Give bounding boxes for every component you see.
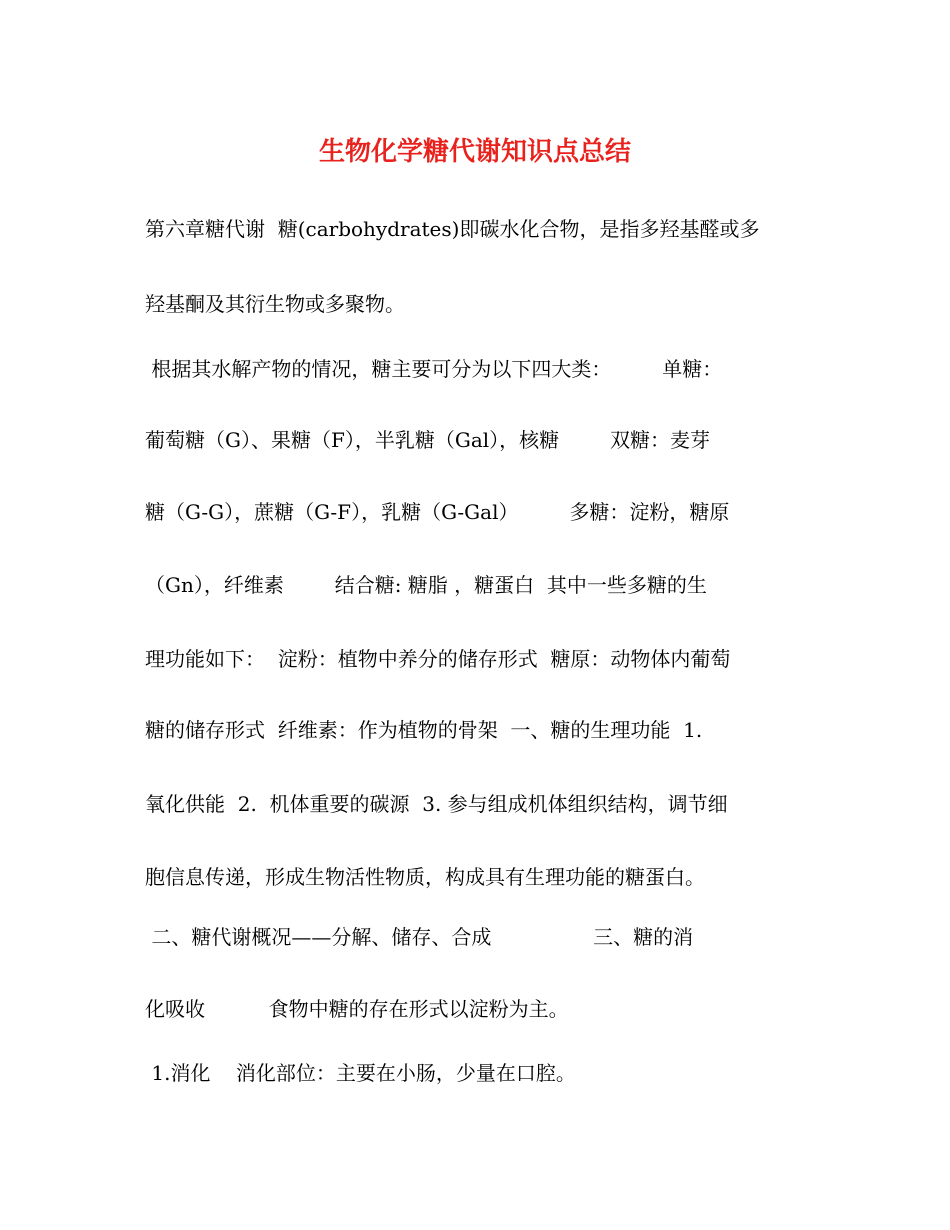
paragraph-line: 根据其水解产物的情况，糖主要可分为以下四大类： 单糖： <box>145 357 723 381</box>
paragraph-line: 化吸收 食物中糖的存在形式以淀粉为主。 <box>145 997 569 1021</box>
paragraph-line: 羟基酮及其衍生物或多聚物。 <box>145 292 405 316</box>
document-title: 生物化学糖代谢知识点总结 <box>318 137 631 167</box>
paragraph-line: 糖（G-G），蔗糖（G-F），乳糖（G-Gal） 多糖：淀粉，糖原 <box>145 500 730 524</box>
paragraph-line: 糖的储存形式 纤维素：作为植物的骨架 一、糖的生理功能 1. <box>145 718 703 742</box>
paragraph-line: 第六章糖代谢 糖(carbohydrates)即碳水化合物，是指多羟基醛或多 <box>145 217 760 241</box>
paragraph-line: 1.消化 消化部位：主要在小肠，少量在口腔。 <box>145 1061 576 1085</box>
paragraph-line: 二、糖代谢概况——分解、储存、合成 三、糖的消 <box>145 925 694 949</box>
paragraph-line: （Gn），纤维素 结合糖: 糖脂 ，糖蛋白 其中一些多糖的生 <box>145 573 707 597</box>
paragraph-line: 葡萄糖（G）、果糖（F），半乳糖（Gal），核糖 双糖：麦芽 <box>145 428 711 452</box>
paragraph-line: 氧化供能 2. 机体重要的碳源 3. 参与组成机体组织结构，调节细 <box>145 792 728 816</box>
paragraph-line: 胞信息传递，形成生物活性物质，构成具有生理功能的糖蛋白。 <box>145 865 705 889</box>
paragraph-line: 理功能如下： 淀粉：植物中养分的储存形式 糖原：动物体内葡萄 <box>145 647 731 671</box>
